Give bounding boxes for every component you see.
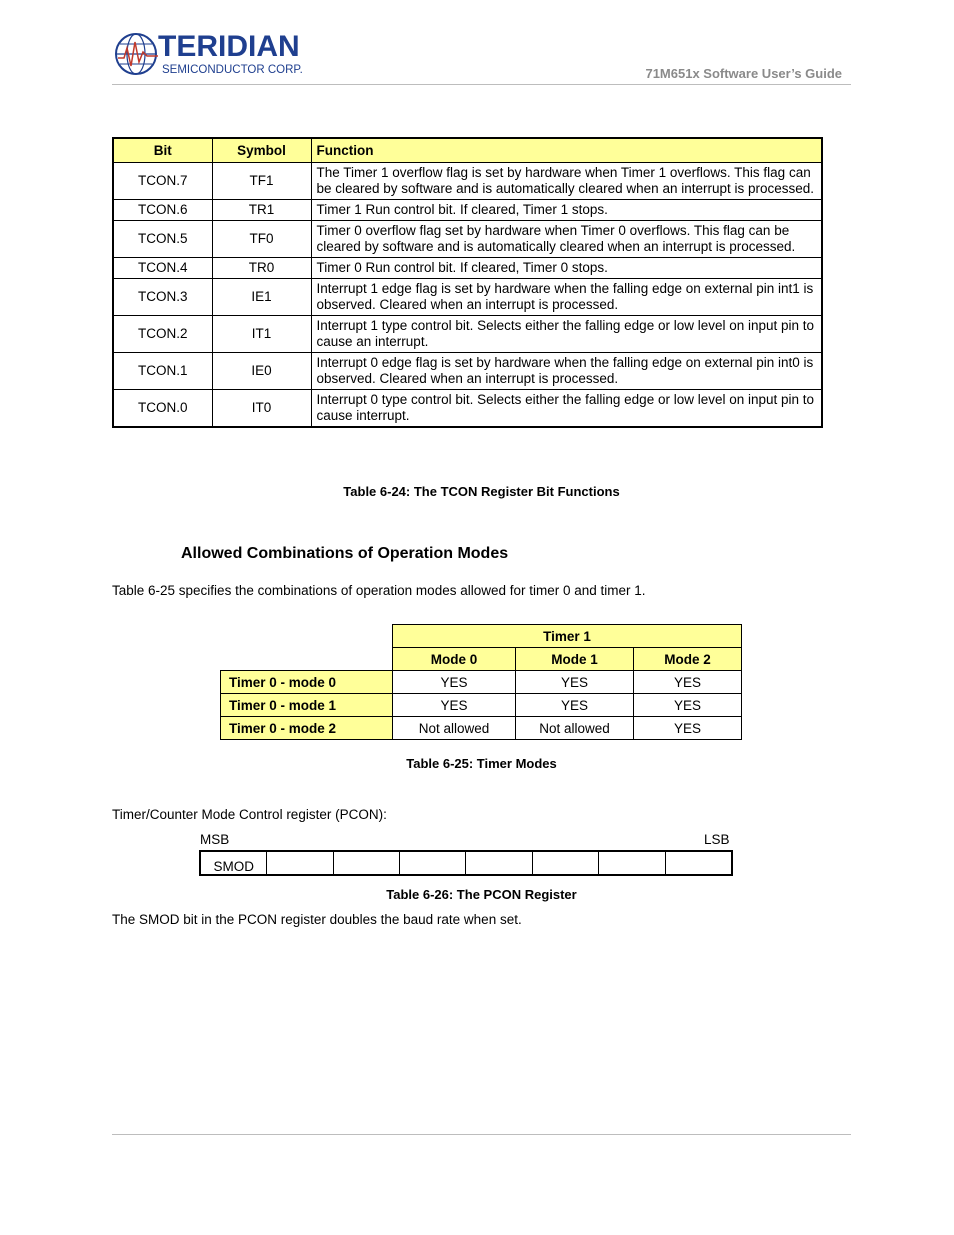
function-cell: The Timer 1 overflow flag is set by hardware when Timer 1 overflows. This flag can be cleared by software and is automatically cleared when an interrupt is processed.: [311, 163, 822, 200]
teridian-logo: [112, 28, 322, 80]
table-row: [113, 353, 822, 390]
timer1-group-header: Timer 1: [393, 625, 742, 648]
mode-cell: YES: [393, 671, 516, 694]
table-caption-pcon: Table 6-26: The PCON Register: [386, 887, 577, 902]
table-row: [113, 390, 822, 428]
symbol-cell: TR0: [212, 258, 311, 279]
function-cell: Interrupt 0 edge flag is set by hardware when the falling edge on external pin int0 is observed. Cleared when an interrupt is processed.: [311, 353, 822, 390]
table-row: [113, 221, 822, 258]
msb-label: MSB: [200, 832, 230, 847]
function-cell: Timer 0 Run control bit. If cleared, Timer 0 stops.: [311, 258, 822, 279]
pcon-note-text: The SMOD bit in the PCON register doubles the baud rate when set.: [112, 912, 522, 927]
symbol-cell: IT1: [212, 316, 311, 353]
document-title: 71M651x Software User’s Guide: [645, 66, 842, 81]
symbol-cell: TR1: [212, 200, 311, 221]
pcon-register-table: [199, 850, 733, 876]
bit-cell: TCON.3: [113, 279, 212, 316]
bit-cell: TCON.5: [113, 221, 212, 258]
column-header-function: Function: [311, 138, 822, 163]
mode-cell: YES: [634, 671, 742, 694]
row-header: Timer 0 - mode 2: [221, 717, 393, 740]
mode-cell: YES: [634, 694, 742, 717]
symbol-cell: IE0: [212, 353, 311, 390]
table-header-row: [221, 625, 742, 648]
empty-corner-cell: [221, 648, 393, 671]
mode-cell: Not allowed: [516, 717, 634, 740]
function-cell: Timer 0 overflow flag set by hardware when Timer 0 overflows. This flag can be cleared by software and is automatically cleared when an interrupt is processed.: [311, 221, 822, 258]
table-caption-tcon: Table 6-24: The TCON Register Bit Functions: [343, 484, 620, 499]
table-row: [113, 279, 822, 316]
table-row: [113, 258, 822, 279]
pcon-bit-cell: [267, 851, 333, 875]
function-cell: Interrupt 1 type control bit. Selects either the falling edge or low level on input pin to cause an interrupt.: [311, 316, 822, 353]
pcon-bit-cell: [599, 851, 665, 875]
column-header-mode0: Mode 0: [393, 648, 516, 671]
mode-cell: YES: [393, 694, 516, 717]
pcon-bit-cell: [532, 851, 598, 875]
logo-globe-icon: [116, 34, 158, 74]
bit-cell: TCON.6: [113, 200, 212, 221]
mode-cell: YES: [516, 671, 634, 694]
mode-cell: YES: [634, 717, 742, 740]
table-row: [221, 671, 742, 694]
function-cell: Interrupt 1 edge flag is set by hardware when the falling edge on external pin int1 is observed. Cleared when an interrupt is processed.: [311, 279, 822, 316]
pcon-bit-cell: [400, 851, 466, 875]
pcon-bit-cell: [333, 851, 399, 875]
footer-divider: [112, 1134, 851, 1135]
lsb-label: LSB: [704, 832, 730, 847]
column-header-bit: Bit: [113, 138, 212, 163]
bit-cell: TCON.2: [113, 316, 212, 353]
table-row: [113, 163, 822, 200]
header-divider: [112, 84, 851, 85]
pcon-bit-cell: SMOD: [200, 851, 267, 875]
table-row: [221, 694, 742, 717]
row-header: Timer 0 - mode 0: [221, 671, 393, 694]
pcon-bit-cell: [665, 851, 732, 875]
mode-cell: YES: [516, 694, 634, 717]
pcon-bit-cell: [466, 851, 532, 875]
symbol-cell: IT0: [212, 390, 311, 428]
empty-corner-cell: [221, 625, 393, 648]
table-row: [200, 851, 732, 875]
timer-modes-table: [220, 624, 742, 740]
logo-subtitle: SEMICONDUCTOR CORP.: [162, 64, 303, 76]
tcon-bit-table: [112, 137, 823, 428]
pcon-intro-text: Timer/Counter Mode Control register (PCON):: [112, 807, 387, 822]
bit-cell: TCON.4: [113, 258, 212, 279]
table-row: [113, 316, 822, 353]
symbol-cell: TF0: [212, 221, 311, 258]
mode-cell: Not allowed: [393, 717, 516, 740]
column-header-mode2: Mode 2: [634, 648, 742, 671]
section-intro-text: Table 6-25 specifies the combinations of operation modes allowed for timer 0 and timer 1.: [112, 583, 646, 598]
section-heading: Allowed Combinations of Operation Modes: [181, 545, 509, 562]
logo-wordmark: TERIDIAN: [158, 30, 300, 63]
bit-cell: TCON.0: [113, 390, 212, 428]
bit-cell: TCON.1: [113, 353, 212, 390]
table-header-row: [113, 138, 822, 163]
table-row: [113, 200, 822, 221]
function-cell: Interrupt 0 type control bit. Selects either the falling edge or low level on input pin to cause interrupt.: [311, 390, 822, 428]
symbol-cell: TF1: [212, 163, 311, 200]
table-header-row: [221, 648, 742, 671]
symbol-cell: IE1: [212, 279, 311, 316]
table-row: [221, 717, 742, 740]
table-caption-timer-modes: Table 6-25: Timer Modes: [406, 756, 557, 771]
row-header: Timer 0 - mode 1: [221, 694, 393, 717]
column-header-symbol: Symbol: [212, 138, 311, 163]
function-cell: Timer 1 Run control bit. If cleared, Timer 1 stops.: [311, 200, 822, 221]
column-header-mode1: Mode 1: [516, 648, 634, 671]
bit-cell: TCON.7: [113, 163, 212, 200]
